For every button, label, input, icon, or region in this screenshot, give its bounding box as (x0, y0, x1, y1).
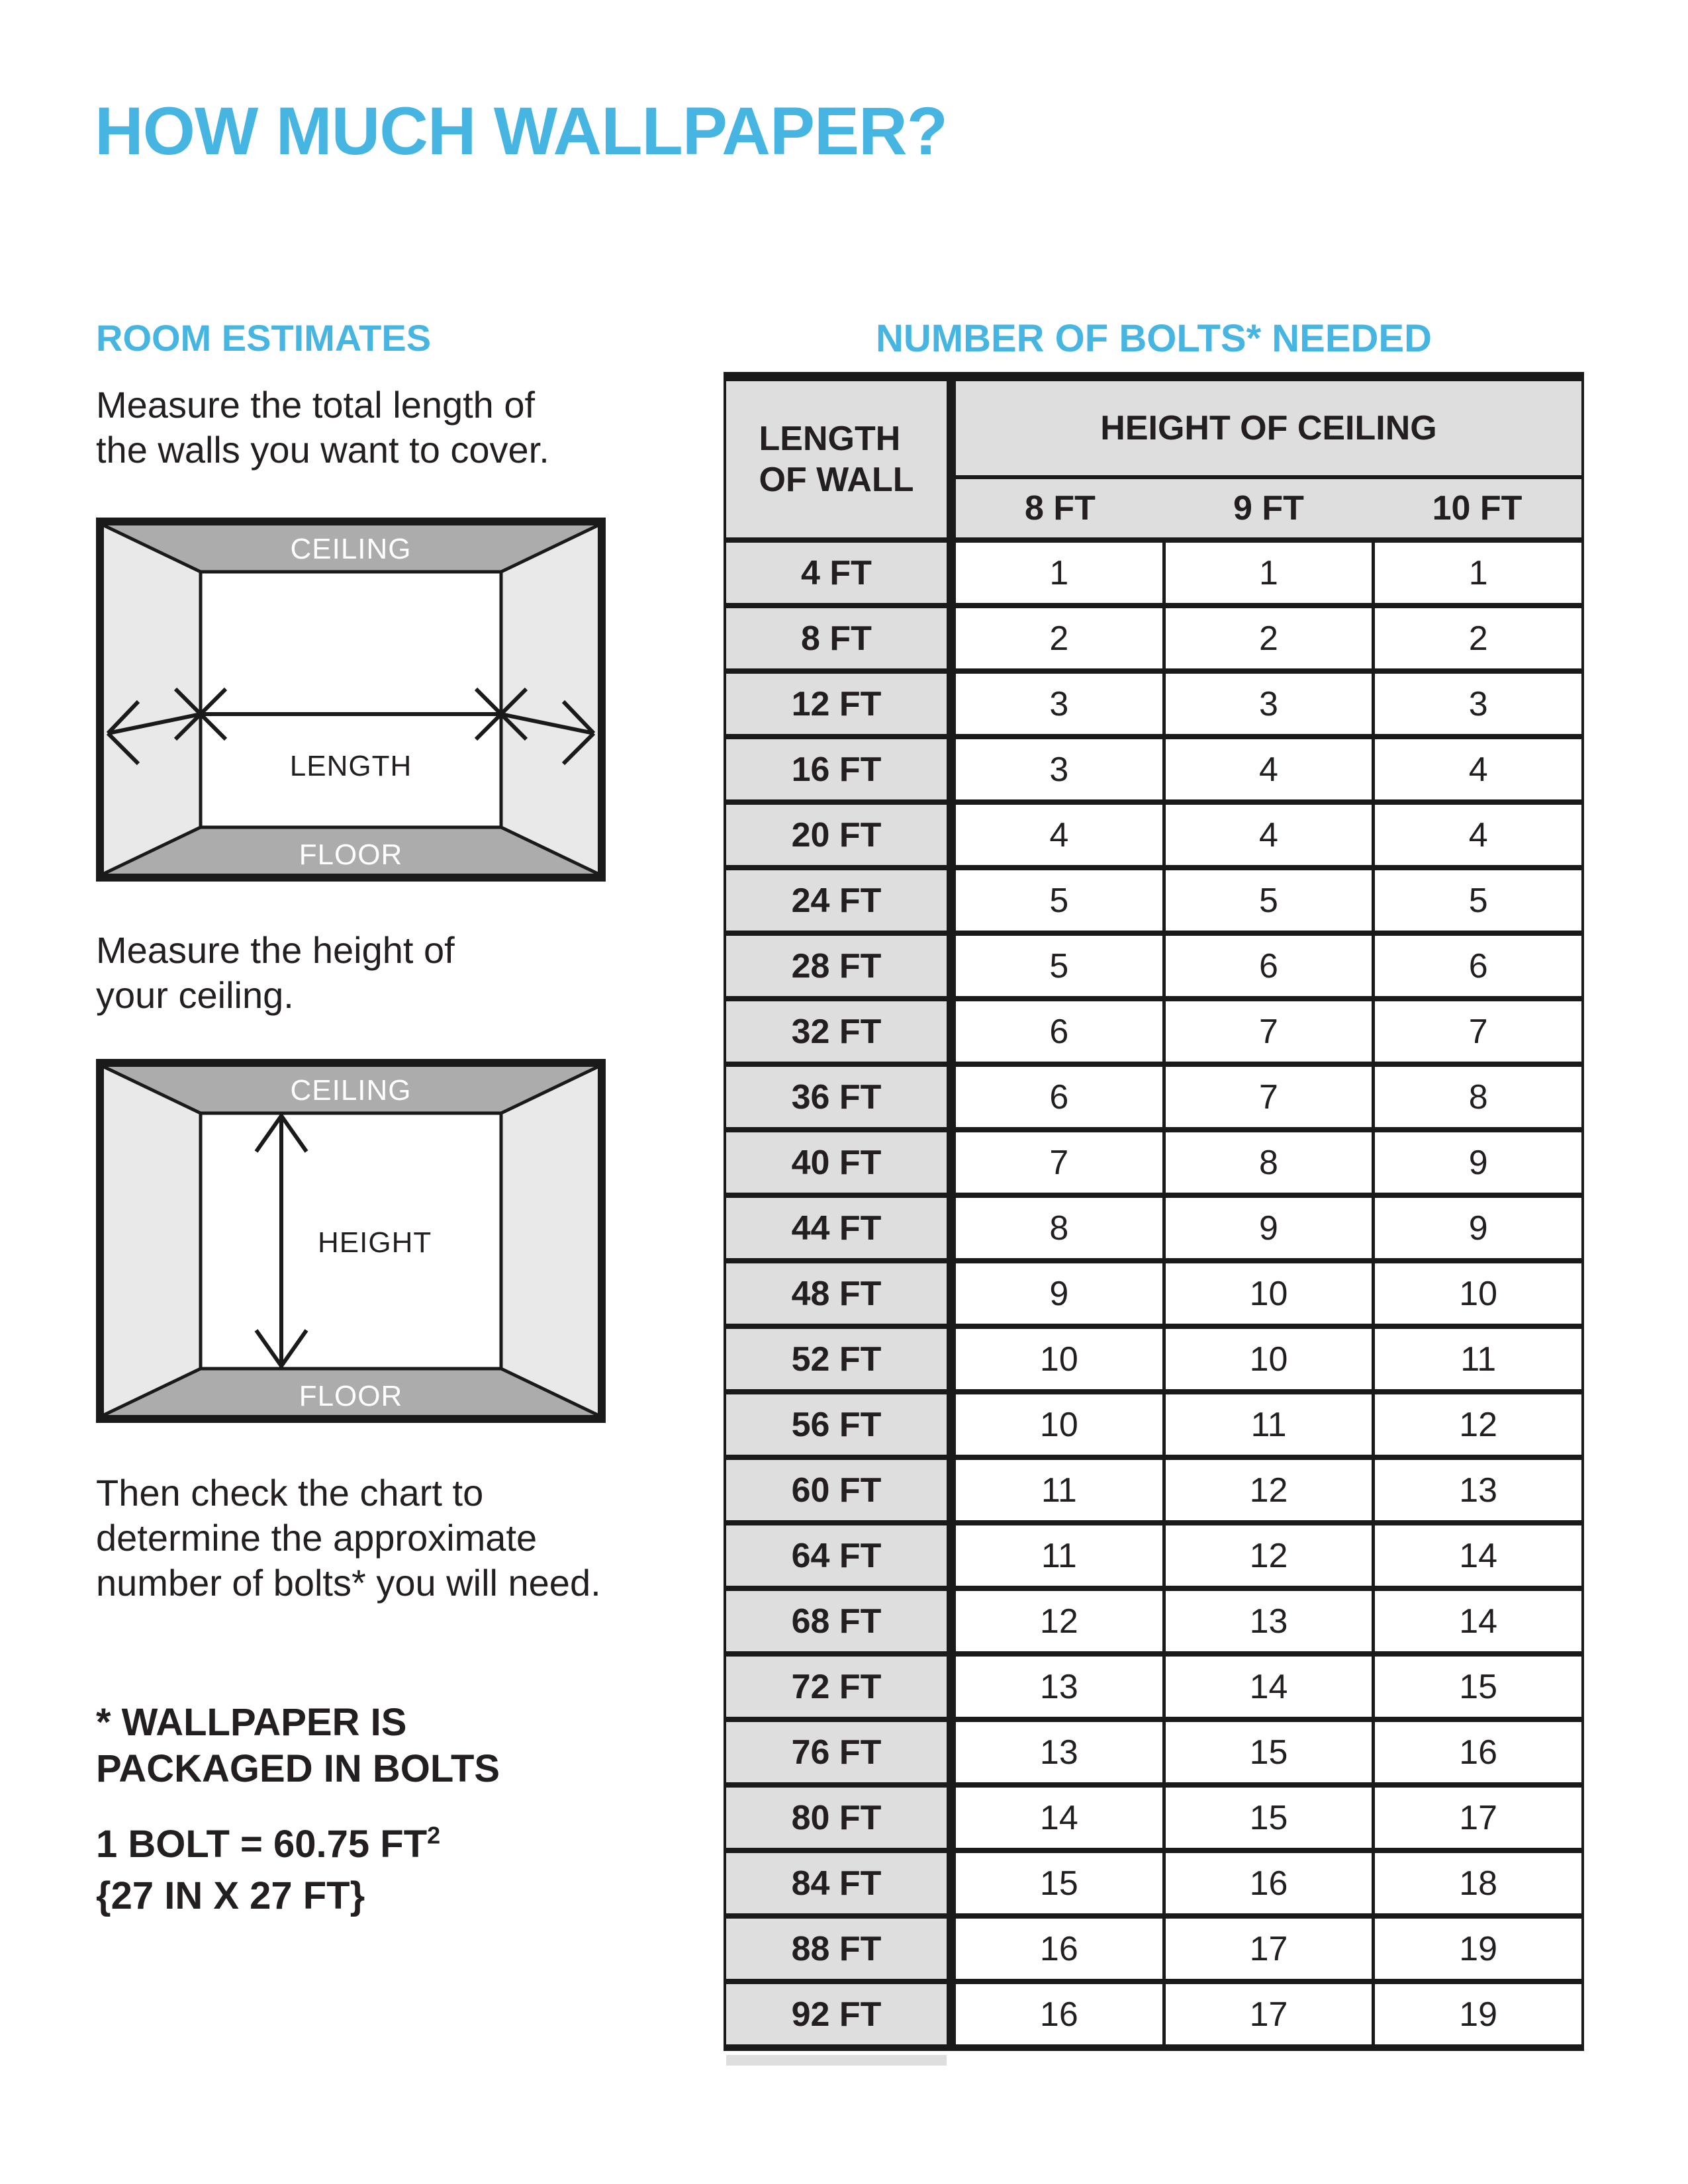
bolt-count-cell: 1 (956, 543, 1162, 603)
table-row (726, 537, 1581, 603)
bolt-count-cell: 7 (1162, 1001, 1372, 1062)
bolt-count-cell: 10 (956, 1329, 1162, 1389)
row-length-label: 20 FT (726, 805, 956, 865)
subheader-9ft: 9 FT (1233, 489, 1304, 527)
step2-text (96, 928, 455, 1018)
bolt-count-cell: 11 (1162, 1394, 1372, 1455)
table-row (726, 603, 1581, 668)
bolt-count-cell: 17 (1162, 1919, 1372, 1979)
bolts-table (724, 372, 1584, 2051)
bolt-count-cell: 7 (956, 1132, 1162, 1193)
row-length-label: 28 FT (726, 936, 956, 996)
bolt-count-cell: 7 (1162, 1067, 1372, 1127)
row-length-label: 60 FT (726, 1460, 956, 1520)
table-row (726, 1455, 1581, 1520)
row-length-label: 48 FT (726, 1263, 956, 1324)
bolt-count-cell: 14 (956, 1788, 1162, 1848)
bolt-count-cell: 12 (1162, 1460, 1372, 1520)
table-row (726, 1782, 1581, 1848)
bolt-count-cell: 18 (1372, 1853, 1581, 1913)
bolt-count-cell: 6 (1372, 936, 1581, 996)
length-of-wall-header-cell (726, 381, 956, 537)
ceiling-label: CEILING (290, 533, 412, 565)
bolt-count-cell: 12 (1162, 1525, 1372, 1586)
table-footer-gray-tab (726, 2055, 947, 2066)
ceiling-height-diagram-svg (96, 1059, 606, 1423)
bolt-count-cell: 4 (1162, 805, 1372, 865)
subheader-10ft: 10 FT (1432, 489, 1523, 527)
row-length-label: 68 FT (726, 1591, 956, 1651)
row-length-label: 16 FT (726, 739, 956, 799)
bolt-count-cell: 15 (956, 1853, 1162, 1913)
height-of-ceiling-header-cell: HEIGHT OF CEILING (956, 381, 1581, 479)
bolt-count-cell: 10 (1162, 1263, 1372, 1324)
bolts-table-rows (726, 537, 1581, 2044)
row-length-label: 80 FT (726, 1788, 956, 1848)
height-label: HEIGHT (318, 1226, 432, 1259)
bolt-count-cell: 15 (1372, 1657, 1581, 1717)
bolt-equation: 1 BOLT = 60.75 $FT^2$ (96, 1821, 441, 1866)
table-row (726, 1127, 1581, 1193)
table-row (726, 1651, 1581, 1717)
table-row (726, 1520, 1581, 1586)
table-row (726, 1848, 1581, 1913)
table-row (726, 734, 1581, 799)
bolt-count-cell: 7 (1372, 1001, 1581, 1062)
bolt-count-cell: 2 (1372, 608, 1581, 668)
bolt-count-cell: 13 (1372, 1460, 1581, 1520)
table-row (726, 1717, 1581, 1782)
bolt-count-cell: 4 (1372, 739, 1581, 799)
table-row (726, 996, 1581, 1062)
bolt-count-cell: 15 (1162, 1788, 1372, 1848)
step1-line1: Measure the total length of (96, 384, 536, 426)
bolt-count-cell: 5 (1372, 870, 1581, 931)
bolt-count-cell: 13 (956, 1722, 1162, 1782)
table-row (726, 1586, 1581, 1651)
bolt-count-cell: 3 (956, 739, 1162, 799)
ceiling-height-diagram (96, 1059, 606, 1423)
footnote-line2: PACKAGED IN BOLTS (96, 1747, 500, 1790)
length-label: LENGTH (289, 750, 412, 782)
step2-line1: Measure the height of (96, 929, 455, 971)
table-row (726, 931, 1581, 996)
page-title: HOW MUCH WALLPAPER? (95, 93, 947, 169)
row-length-label: 76 FT (726, 1722, 956, 1782)
bolt-count-cell: 4 (1162, 739, 1372, 799)
bolt-count-cell: 11 (956, 1460, 1162, 1520)
bolt-count-cell: 5 (956, 870, 1162, 931)
row-length-label: 92 FT (726, 1984, 956, 2044)
bolt-count-cell: 3 (1372, 674, 1581, 734)
bolt-count-cell: 3 (1162, 674, 1372, 734)
bolt-count-cell: 10 (956, 1394, 1162, 1455)
table-row (726, 1979, 1581, 2044)
bolt-count-cell: 8 (1162, 1132, 1372, 1193)
row-length-label: 64 FT (726, 1525, 956, 1586)
table-row (726, 1389, 1581, 1455)
bolt-count-cell: 13 (1162, 1591, 1372, 1651)
bolt-count-cell: 6 (956, 1001, 1162, 1062)
row-length-label: 12 FT (726, 674, 956, 734)
bolt-count-cell: 9 (1162, 1198, 1372, 1258)
bolt-count-cell: 16 (1372, 1722, 1581, 1782)
bolt-dimensions: {27 IN X 27 FT} (96, 1874, 365, 1917)
bolt-count-cell: 15 (1162, 1722, 1372, 1782)
bolt-count-cell: 17 (1372, 1788, 1581, 1848)
bolt-count-cell: 2 (1162, 608, 1372, 668)
subheader-8ft: 8 FT (1025, 489, 1096, 527)
floor-label: FLOOR (299, 839, 403, 871)
bolts-table-heading: NUMBER OF BOLTS* NEEDED (876, 317, 1432, 360)
step1-line2: the walls you want to cover. (96, 429, 549, 471)
bolts-footnote (96, 1700, 500, 1792)
bolt-count-cell: 16 (1162, 1853, 1372, 1913)
length-of-wall-header-text: LENGTH OF WALL (759, 420, 914, 499)
bolt-count-cell: 16 (956, 1984, 1162, 2044)
room-length-diagram-svg (96, 518, 606, 882)
bolt-count-cell: 17 (1162, 1984, 1372, 2044)
bolt-count-cell: 8 (956, 1198, 1162, 1258)
step3-line1: Then check the chart to (96, 1472, 484, 1514)
floor-label: FLOOR (299, 1380, 403, 1412)
row-length-label: 24 FT (726, 870, 956, 931)
bolt-count-cell: 11 (956, 1525, 1162, 1586)
bolt-count-cell: 12 (956, 1591, 1162, 1651)
bolt-count-cell: 10 (1162, 1329, 1372, 1389)
bolt-count-cell: 14 (1162, 1657, 1372, 1717)
row-length-label: 44 FT (726, 1198, 956, 1258)
step1-text (96, 383, 549, 473)
bolt-count-cell: 19 (1372, 1919, 1581, 1979)
table-row (726, 1258, 1581, 1324)
bolt-count-cell: 9 (1372, 1132, 1581, 1193)
row-length-label: 4 FT (726, 543, 956, 603)
ceiling-label: CEILING (290, 1074, 412, 1107)
bolt-count-cell: 9 (1372, 1198, 1581, 1258)
row-length-label: 56 FT (726, 1394, 956, 1455)
bolt-count-cell: 8 (1372, 1067, 1581, 1127)
ceiling-height-subheader-row (956, 479, 1581, 537)
bolt-count-cell: 2 (956, 608, 1162, 668)
table-row (726, 865, 1581, 931)
step2-line2: your ceiling. (96, 974, 294, 1016)
bolt-count-cell: 13 (956, 1657, 1162, 1717)
row-length-label: 8 FT (726, 608, 956, 668)
bolt-count-cell: 9 (956, 1263, 1162, 1324)
row-length-label: 36 FT (726, 1067, 956, 1127)
table-row (726, 668, 1581, 734)
bolt-count-cell: 4 (1372, 805, 1581, 865)
row-length-label: 84 FT (726, 1853, 956, 1913)
footnote-line1: * WALLPAPER IS (96, 1701, 407, 1744)
room-length-diagram (96, 518, 606, 882)
table-row (726, 1324, 1581, 1389)
bolt-count-cell: 1 (1162, 543, 1372, 603)
height-of-ceiling-header-group (956, 381, 1581, 537)
bolt-count-cell: 14 (1372, 1525, 1581, 1586)
table-row (726, 1062, 1581, 1127)
squared-superscript: 2 (427, 1821, 441, 1849)
bolt-count-cell: 19 (1372, 1984, 1581, 2044)
bolt-count-cell: 6 (956, 1067, 1162, 1127)
table-row (726, 799, 1581, 865)
bolt-count-cell: 11 (1372, 1329, 1581, 1389)
bolt-count-cell: 4 (956, 805, 1162, 865)
row-length-label: 72 FT (726, 1657, 956, 1717)
row-length-label: 40 FT (726, 1132, 956, 1193)
row-length-label: 32 FT (726, 1001, 956, 1062)
bolt-count-cell: 1 (1372, 543, 1581, 603)
bolt-count-cell: 6 (1162, 936, 1372, 996)
step3-line2: determine the approximate (96, 1517, 538, 1559)
bolt-count-cell: 5 (1162, 870, 1372, 931)
bolt-count-cell: 12 (1372, 1394, 1581, 1455)
table-row (726, 1193, 1581, 1258)
row-length-label: 52 FT (726, 1329, 956, 1389)
bolt-count-cell: 16 (956, 1919, 1162, 1979)
table-row (726, 1913, 1581, 1979)
bolt-count-cell: 14 (1372, 1591, 1581, 1651)
bolt-count-cell: 10 (1372, 1263, 1581, 1324)
bolts-table-header (726, 381, 1581, 537)
bolt-count-cell: 5 (956, 936, 1162, 996)
step3-line3: number of bolts* you will need. (96, 1562, 601, 1604)
step3-text (96, 1471, 601, 1606)
back-wall (201, 572, 501, 827)
row-length-label: 88 FT (726, 1919, 956, 1979)
bolt-size-info (96, 1819, 440, 1922)
bolt-count-cell: 3 (956, 674, 1162, 734)
room-estimates-heading: ROOM ESTIMATES (96, 317, 432, 359)
